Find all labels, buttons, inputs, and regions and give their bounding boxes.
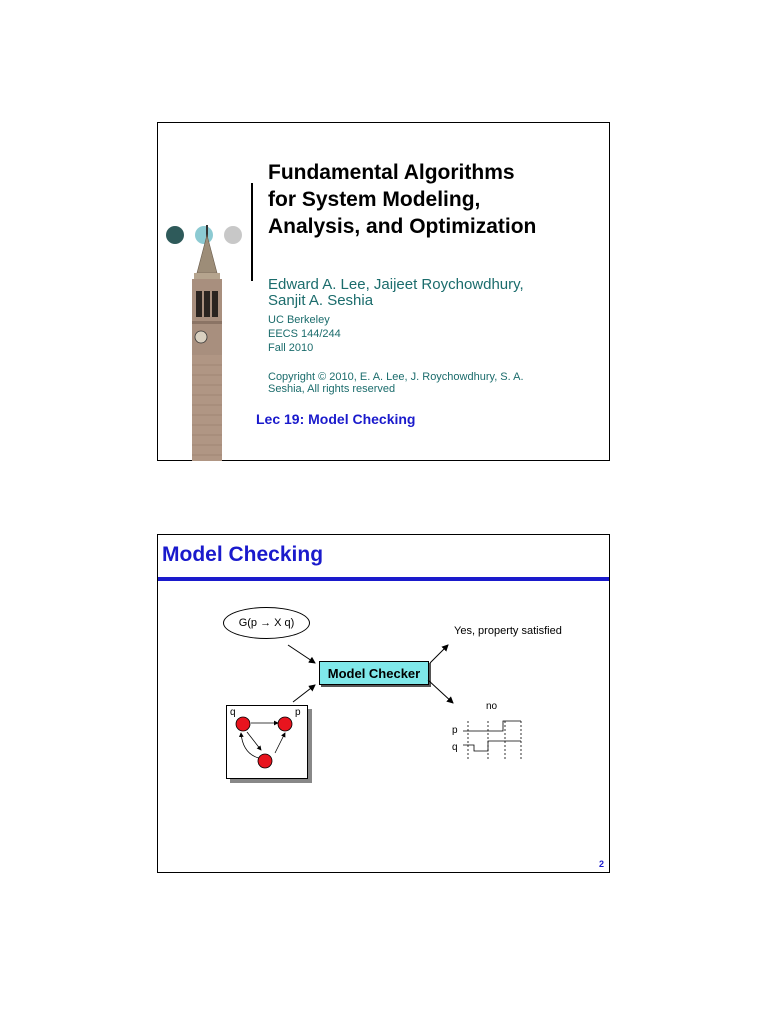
title-slide	[157, 122, 610, 461]
arrow-model-to-checker	[293, 685, 315, 702]
title-line: Analysis, and Optimization	[268, 215, 537, 238]
counterexample-trace	[463, 721, 521, 761]
authors-line: Edward A. Lee, Jaijeet Roychowdhury,	[268, 276, 524, 293]
page-number: 2	[598, 859, 604, 869]
course-code: EECS 144/244	[268, 328, 341, 340]
copyright	[268, 371, 524, 395]
arrow-to-no	[428, 680, 453, 703]
institution: UC Berkeley	[268, 314, 330, 326]
arrow-to-yes	[430, 645, 448, 663]
term: Fall 2010	[268, 342, 314, 354]
arrow-formula-to-checker	[288, 645, 315, 663]
diagram-arrows	[158, 535, 609, 872]
copyright-line: Seshia, All rights reserved	[268, 383, 396, 395]
course-info	[268, 313, 341, 355]
vertical-rule	[251, 183, 253, 281]
campanile-tower-image	[180, 225, 240, 461]
lecture-title: Lec 19: Model Checking	[256, 411, 416, 427]
node-label-q: q	[230, 707, 236, 718]
yes-result-label: Yes, property satisfied	[454, 625, 562, 637]
authors	[268, 277, 524, 309]
model-checker-label: Model Checker	[327, 665, 421, 681]
copyright-line: Copyright © 2010, E. A. Lee, J. Roychowdhury, S. A.	[268, 371, 524, 383]
node-label-p: p	[295, 707, 301, 718]
trace-label-q: q	[452, 742, 458, 753]
title-line: for System Modeling,	[268, 188, 481, 211]
formula-text: G(p → X q)	[238, 617, 295, 629]
slide-heading: Model Checking	[162, 543, 324, 566]
trace-label-p: p	[452, 725, 458, 736]
title-line: Fundamental Algorithms	[268, 161, 515, 184]
authors-line: Sanjit A. Seshia	[268, 292, 374, 309]
no-result-label: no	[486, 701, 498, 712]
slide-title	[268, 159, 598, 240]
model-checking-slide	[157, 534, 610, 873]
